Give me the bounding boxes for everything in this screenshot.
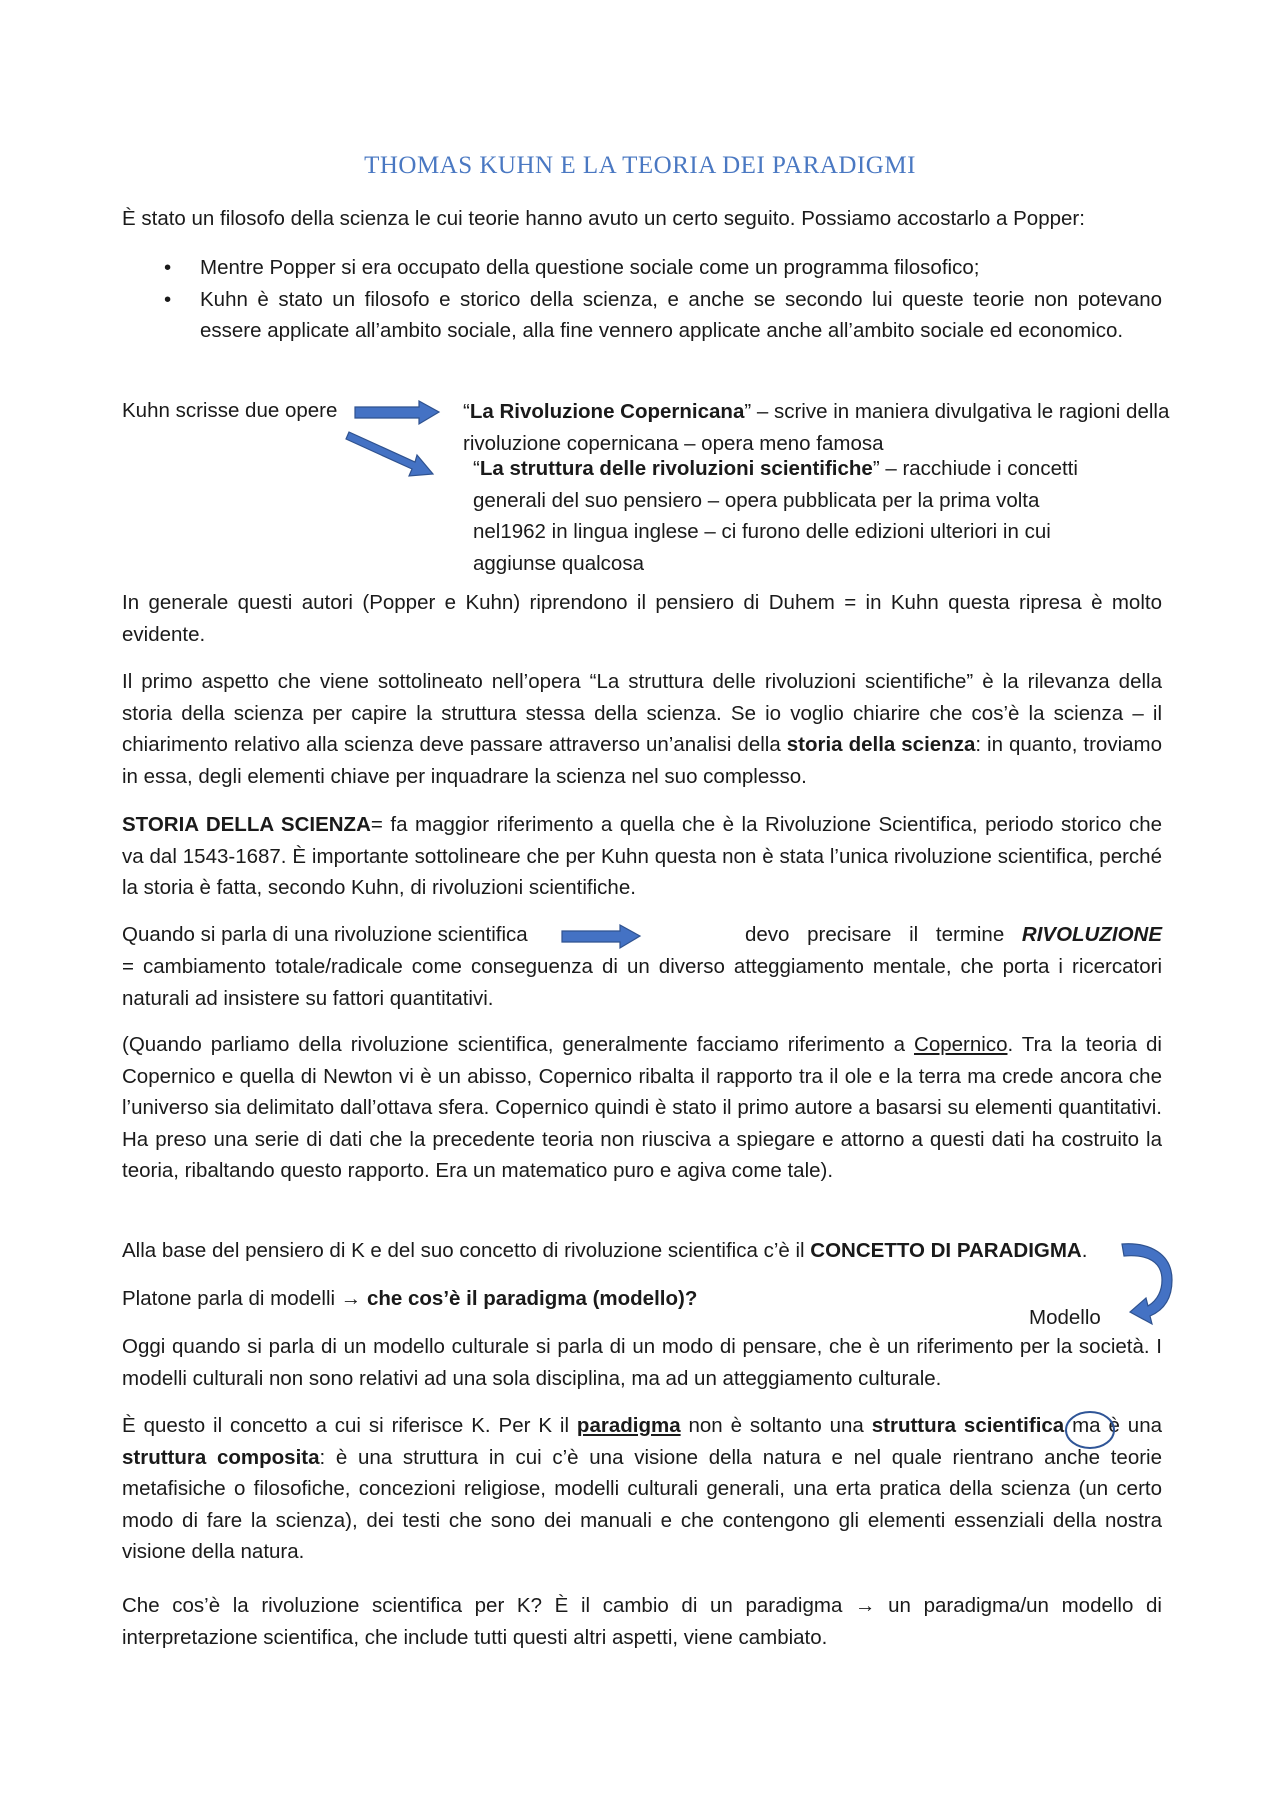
curved-arrow-icon — [1120, 1240, 1180, 1330]
circle-annotation-icon — [1063, 1409, 1123, 1453]
bullet-list — [122, 252, 1162, 347]
paragraph-primo-aspetto: Il primo aspetto che viene sottolineato nell’opera “La struttura delle rivoluzioni scientifiche” è la rilevanza della storia della scienza per capire la struttura stessa della scienza. Se io voglio chiarire che cos’è la scienza – il chiarimento relativo alla scienza deve passare attraverso un’analisi della storia della scienza: in quanto, troviamo in essa, degli elementi chiave per inquadrare la scienza nel suo complesso. — [122, 670, 1162, 788]
paragraph-copernico: (Quando parliamo della rivoluzione scientifica, generalmente facciamo riferimento a Copernico. Tra la teoria di Copernico e quella di Newton vi è un abisso, Copernico ribalta il rapporto tra il ole e la terra ma crede ancora che l’universo sia delimitato dall’ottava sfera. Copernico quindi è stato il primo autore a basarsi su elementi quantitativi. Ha preso una serie di dati che la precedente teoria non riusciva a spiegare e attorno a questi dati ha costruito la teoria, ribaltando questo rapporto. Era un matematico puro e agiva come tale). — [122, 1033, 1162, 1182]
paragraph-platone: Platone parla di modelli → che cos’è il paradigma (modello)? — [122, 1287, 698, 1310]
paragraph-oggi: Oggi quando si parla di un modello culturale si parla di un modo di pensare, che è un riferimento per la società. I modelli culturali non sono relativi ad una sola disciplina, ma ad un atteggiamento culturale. — [122, 1335, 1162, 1390]
paragraph-paradigma-definizione: È questo il concetto a cui si riferisce K. Per K il paradigma non è soltanto una struttura scientifica ma è una struttura composita: è una struttura in cui c’è una visione della natura e nel quale rientrano anche teorie metafisiche o filosofiche, concezioni religiose, modelli culturali generali, una erta pratica della scienza (un certo modo di fare la scienza), dei testi che sono dei manuali e che contengono gli elementi essenziali della nostra visione della natura. — [122, 1414, 1163, 1563]
opere-label: Kuhn scrisse due opere — [122, 399, 338, 422]
paragraph-rivoluzione-definizione: Che cos’è la rivoluzione scientifica per K? È il cambio di un paradigma → un paradigma/un modello di interpretazione scientifica, che include tutti questi altri aspetti, viene cambiato. — [122, 1594, 1162, 1649]
opera-title: La Rivoluzione Copernicana — [469, 400, 745, 423]
paragraph-duhem: In generale questi autori (Popper e Kuhn) riprendono il pensiero di Duhem = in Kuhn questa ripresa è molto evidente. — [122, 591, 1162, 646]
list-item — [122, 284, 1162, 347]
opera-struttura: “La struttura delle rivoluzioni scientifiche” – racchiude i concetti generali del suo pensiero – opera pubblicata per la prima volta nel1962 in lingua inglese – ci furono delle edizioni ulteriori in cui aggiunse qualcosa — [473, 457, 1078, 575]
bullet-glyph: • — [164, 287, 172, 311]
paragraph-storia-della-scienza: STORIA DELLA SCIENZA= fa maggior riferimento a quella che è la Rivoluzione Scientifica, periodo storico che va dal 1543-1687. È importante sottolineare che per Kuhn questa non è stata l’unica rivoluzione scientifica, perché la storia è fatta, secondo Kuhn, di rivoluzioni scientifiche. — [122, 813, 1162, 899]
bullet-glyph: • — [164, 256, 172, 279]
modello-label: Modello — [1029, 1306, 1101, 1329]
arrow-diagonal-icon — [345, 424, 445, 484]
quando-continuazione: = cambiamento totale/radicale come conseguenza di un diverso atteggiamento mentale, che porta i ricercatori naturali ad insistere su fattori quantitativi. — [122, 955, 1162, 1010]
list-item — [122, 252, 1162, 284]
bullet-text: Mentre Popper si era occupato della questione sociale come un programma filosofico; — [200, 256, 980, 279]
opera-copernicana: “La Rivoluzione Copernicana” – scrive in maniera divulgativa le ragioni della rivoluzione copernicana – opera meno famosa — [463, 400, 1170, 455]
quando-start: Quando si parla di una rivoluzione scientifica — [122, 923, 528, 946]
quando-definizione: devo precisare il termine RIVOLUZIONE — [745, 923, 1162, 946]
paragraph-concetto-paradigma: Alla base del pensiero di K e del suo concetto di rivoluzione scientifica c’è il CONCETTO DI PARADIGMA. — [122, 1239, 1088, 1262]
intro-paragraph: È stato un filosofo della scienza le cui teorie hanno avuto un certo seguito. Possiamo accostarlo a Popper: — [122, 207, 1085, 230]
bullet-text: Kuhn è stato un filosofo e storico della scienza, e anche se secondo lui queste teorie non potevano essere applicate all’ambito sociale, alla fine vennero applicate anche all’ambito sociale ed economico. — [200, 287, 1162, 342]
arrow-right-icon — [560, 922, 650, 952]
page-title: THOMAS KUHN E LA TEORIA DEI PARADIGMI — [364, 152, 916, 179]
opera-title: La struttura delle rivoluzioni scientifiche — [479, 457, 873, 480]
